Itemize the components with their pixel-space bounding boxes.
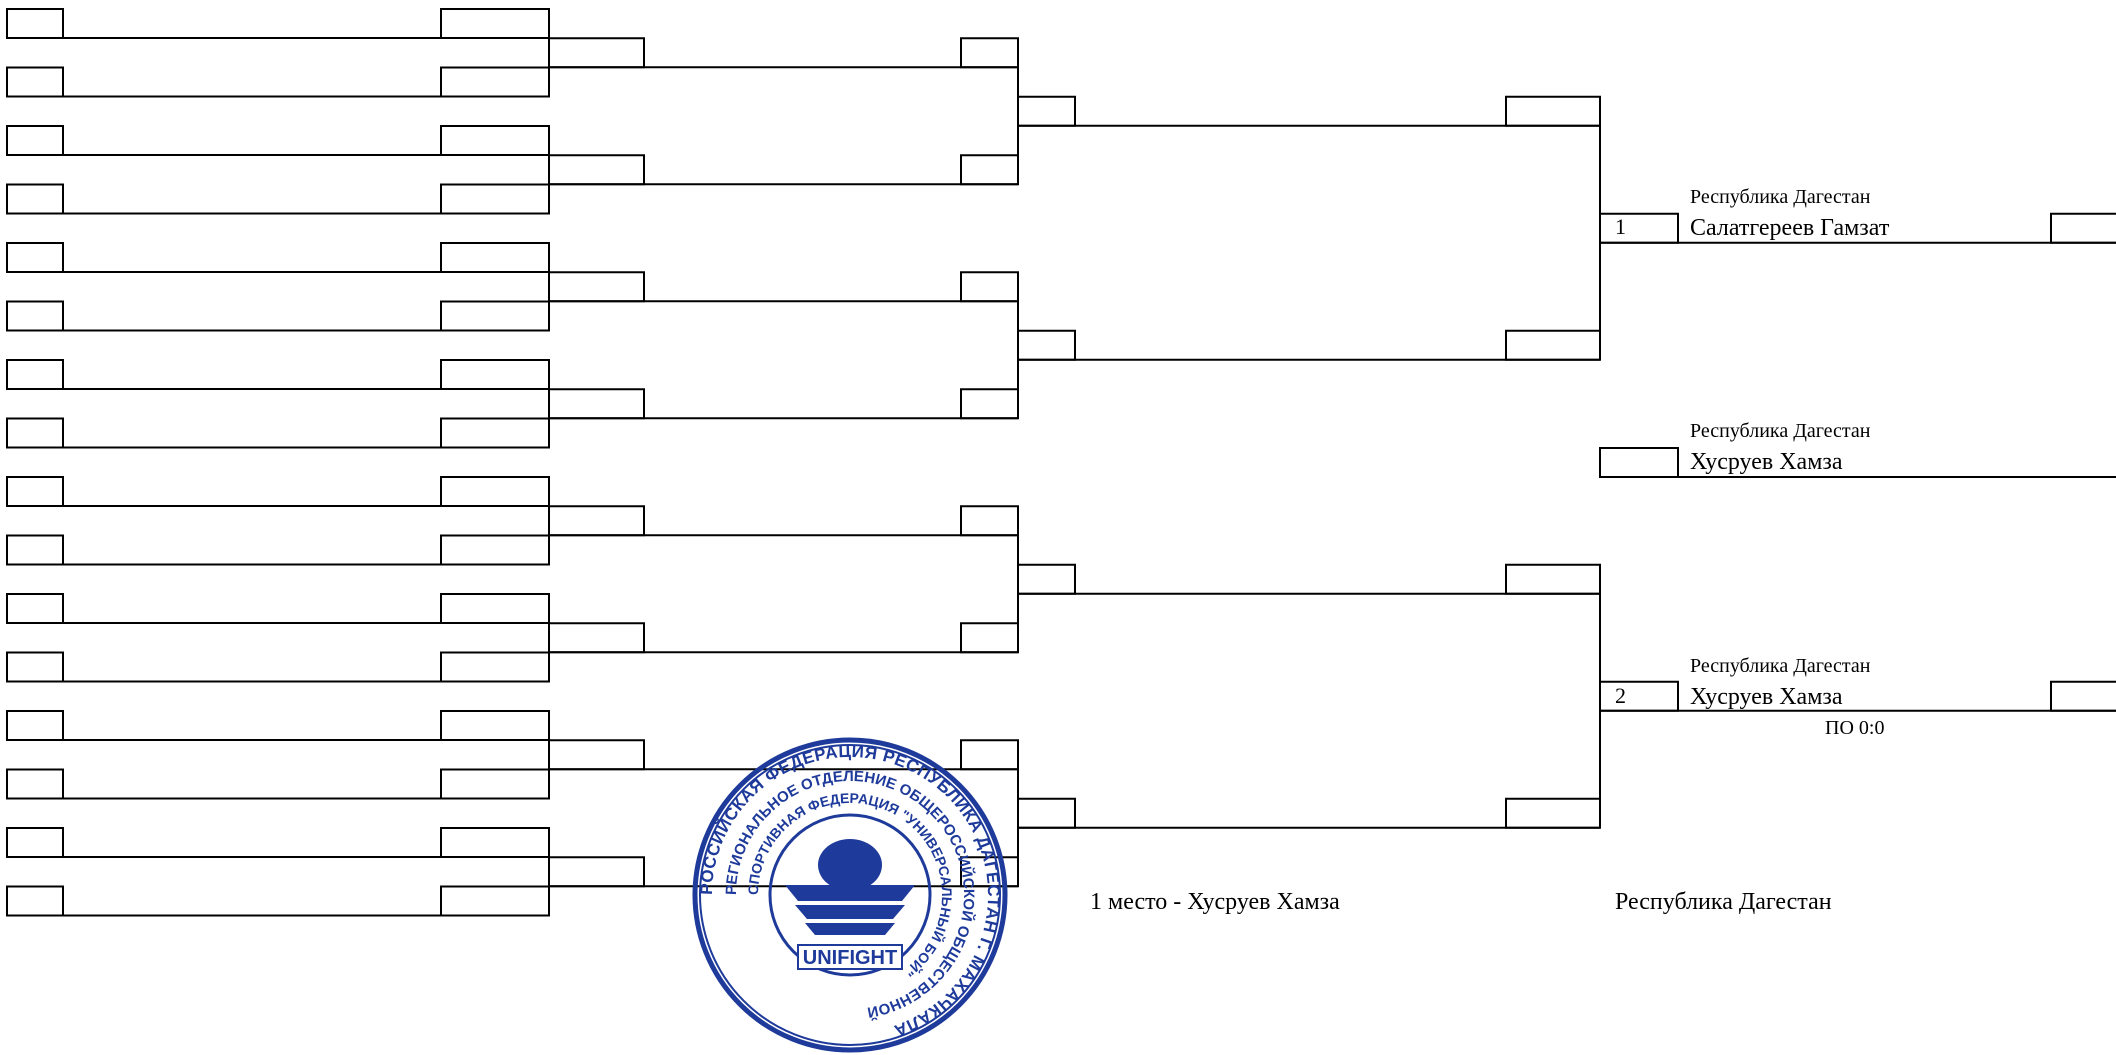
r1-score-box-5 [441, 302, 549, 331]
middle-seed-box [1600, 448, 1678, 477]
r1-score-box-2 [441, 126, 549, 155]
final-bottom-region: Республика Дагестан [1690, 655, 1871, 677]
r1-seed-box-13 [7, 770, 63, 799]
r1-seed-box-10 [7, 594, 63, 623]
r1-score-box-1 [441, 68, 549, 97]
r2-seed-box-1 [549, 155, 644, 184]
r2-score-box-3 [961, 389, 1018, 418]
r1-seed-box-1 [7, 68, 63, 97]
r2-seed-box-5 [549, 623, 644, 652]
semi-score-box-1 [2051, 682, 2116, 711]
r2-seed-box-7 [549, 857, 644, 886]
r2-score-box-0 [961, 38, 1018, 67]
r2-score-box-1 [961, 155, 1018, 184]
r3-seed-box-1 [1018, 331, 1075, 360]
final-middle-name: Хусруев Хамза [1690, 449, 1843, 475]
r1-seed-box-6 [7, 360, 63, 389]
r2-seed-box-3 [549, 389, 644, 418]
r1-seed-box-14 [7, 828, 63, 857]
r3-seed-box-3 [1018, 799, 1075, 828]
final-top-seed: 1 [1615, 214, 1626, 239]
r1-score-box-11 [441, 653, 549, 682]
r2-seed-box-4 [549, 506, 644, 535]
r1-score-box-9 [441, 536, 549, 565]
match-result: ПО 0:0 [1825, 717, 1885, 739]
r1-score-box-13 [441, 770, 549, 799]
semi-seed-box-1 [1600, 682, 1678, 711]
r1-score-box-0 [441, 9, 549, 38]
r1-score-box-15 [441, 887, 549, 916]
r3-seed-box-2 [1018, 565, 1075, 594]
r2-seed-box-0 [549, 38, 644, 67]
svg-text:РОССИЙСКАЯ ФЕДЕРАЦИЯ РЕСПУБЛИК: РОССИЙСКАЯ ФЕДЕРАЦИЯ РЕСПУБЛИКА ДАГЕСТАН Г. МАХАЧКАЛА [696, 741, 1004, 1041]
r1-seed-box-0 [7, 9, 63, 38]
r1-seed-box-7 [7, 419, 63, 448]
r3-score-box-2 [1506, 565, 1600, 594]
r3-score-box-0 [1506, 97, 1600, 126]
r2-score-box-4 [961, 506, 1018, 535]
r1-seed-box-15 [7, 887, 63, 916]
svg-text:СПОРТИВНАЯ ФЕДЕРАЦИЯ "УНИВЕРСА: СПОРТИВНАЯ ФЕДЕРАЦИЯ "УНИВЕРСАЛЬНЫЙ БОЙ" [744, 789, 956, 981]
first-place-label: 1 место - Хусруев Хамза [1090, 889, 1340, 915]
r1-score-box-8 [441, 477, 549, 506]
r1-seed-box-12 [7, 711, 63, 740]
r1-seed-box-2 [7, 126, 63, 155]
r1-seed-box-4 [7, 243, 63, 272]
r1-seed-box-3 [7, 185, 63, 214]
final-bottom-seed: 2 [1615, 683, 1626, 708]
r1-seed-box-9 [7, 536, 63, 565]
first-place-region: Республика Дагестан [1615, 889, 1832, 915]
r2-score-box-2 [961, 272, 1018, 301]
svg-text:UNIFIGHT: UNIFIGHT [802, 947, 898, 969]
r1-seed-box-5 [7, 302, 63, 331]
r1-score-box-12 [441, 711, 549, 740]
final-middle-region: Республика Дагестан [1690, 420, 1871, 442]
r2-seed-box-6 [549, 740, 644, 769]
r1-score-box-3 [441, 185, 549, 214]
r1-score-box-7 [441, 419, 549, 448]
final-top-name: Салатгереев Гамзат [1690, 215, 1890, 241]
r2-seed-box-2 [549, 272, 644, 301]
semi-seed-box-0 [1600, 214, 1678, 243]
r2-score-box-5 [961, 623, 1018, 652]
r1-score-box-14 [441, 828, 549, 857]
r3-score-box-3 [1506, 799, 1600, 828]
r1-score-box-6 [441, 360, 549, 389]
final-top-region: Республика Дагестан [1690, 186, 1871, 208]
svg-text:РЕГИОНАЛЬНОЕ ОТДЕЛЕНИЕ ОБЩЕРОС: РЕГИОНАЛЬНОЕ ОТДЕЛЕНИЕ ОБЩЕРОССИЙСКОЙ ОБЩЕСТВЕННОЙ [722, 767, 978, 1021]
r1-score-box-10 [441, 594, 549, 623]
final-bottom-name: Хусруев Хамза [1690, 684, 1843, 710]
r1-seed-box-8 [7, 477, 63, 506]
official-stamp [690, 735, 1010, 1055]
r3-score-box-1 [1506, 331, 1600, 360]
r1-seed-box-11 [7, 653, 63, 682]
r1-score-box-4 [441, 243, 549, 272]
semi-score-box-0 [2051, 214, 2116, 243]
r3-seed-box-0 [1018, 97, 1075, 126]
